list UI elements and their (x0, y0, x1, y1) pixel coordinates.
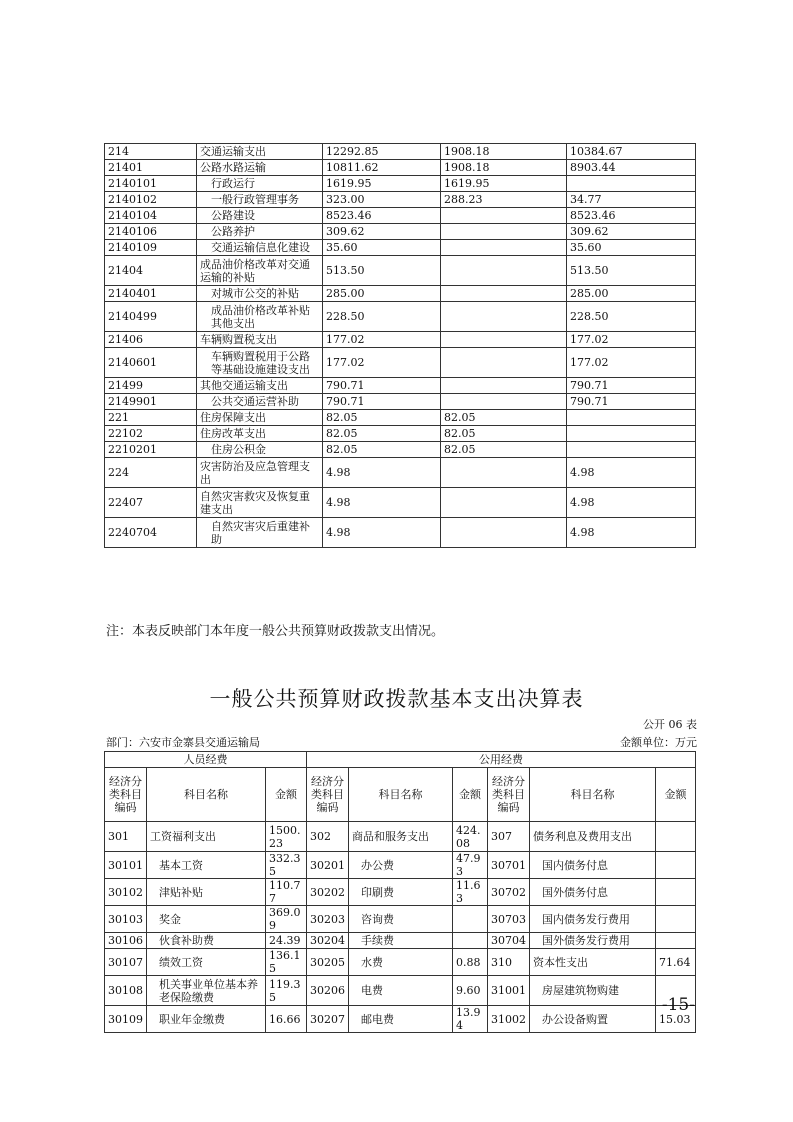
name-cell: 车辆购置税用于公路等基础设施建设支出 (197, 348, 323, 378)
amount-project-cell: 4.98 (567, 458, 696, 488)
amount-total-cell: 1619.95 (323, 176, 441, 192)
name-cell: 职业年金缴费 (147, 1006, 266, 1033)
code-cell: 30201 (307, 852, 349, 879)
name-cell: 债务利息及费用支出 (530, 822, 656, 852)
amount-total-cell: 82.05 (323, 426, 441, 442)
name-cell: 国外债务发行费用 (530, 933, 656, 949)
name-cell: 印刷费 (349, 879, 453, 906)
code-cell: 30203 (307, 906, 349, 933)
amount-cell: 1500.23 (266, 822, 307, 852)
amount-cell: 15.03 (656, 1006, 696, 1033)
table-row (105, 224, 696, 240)
amount-total-cell: 790.71 (323, 394, 441, 410)
amount-basic-cell: 1908.18 (441, 144, 567, 160)
amount-basic-cell: 1619.95 (441, 176, 567, 192)
amount-project-cell (567, 442, 696, 458)
table-row (105, 976, 696, 1006)
header-name: 科目名称 (349, 768, 453, 822)
amount-project-cell (567, 410, 696, 426)
name-cell: 手续费 (349, 933, 453, 949)
amount-cell: 71.64 (656, 949, 696, 976)
code-cell: 21499 (105, 378, 197, 394)
code-cell: 30206 (307, 976, 349, 1006)
code-cell: 30204 (307, 933, 349, 949)
name-cell: 对城市公交的补贴 (197, 286, 323, 302)
amount-total-cell: 82.05 (323, 410, 441, 426)
table-row (105, 488, 696, 518)
amount-basic-cell (441, 332, 567, 348)
amount-project-cell: 177.02 (567, 348, 696, 378)
name-cell: 公路水路运输 (197, 160, 323, 176)
group-header-public: 公用经费 (307, 752, 696, 768)
code-cell: 31001 (488, 976, 530, 1006)
amount-project-cell (567, 426, 696, 442)
amount-basic-cell (441, 348, 567, 378)
amount-project-cell: 790.71 (567, 378, 696, 394)
code-cell: 307 (488, 822, 530, 852)
amount-basic-cell (441, 286, 567, 302)
name-cell: 国内债务付息 (530, 852, 656, 879)
amount-basic-cell (441, 394, 567, 410)
code-cell: 214 (105, 144, 197, 160)
amount-basic-cell (441, 488, 567, 518)
name-cell: 基本工资 (147, 852, 266, 879)
amount-project-cell: 34.77 (567, 192, 696, 208)
name-cell: 办公设备购置 (530, 1006, 656, 1033)
amount-cell (656, 906, 696, 933)
name-cell: 其他交通运输支出 (197, 378, 323, 394)
amount-cell (453, 933, 488, 949)
table-row (105, 286, 696, 302)
amount-total-cell: 8523.46 (323, 208, 441, 224)
amount-basic-cell (441, 224, 567, 240)
amount-project-cell: 10384.67 (567, 144, 696, 160)
name-cell: 成品油价格改革对交通运输的补贴 (197, 256, 323, 286)
amount-basic-cell: 82.05 (441, 442, 567, 458)
amount-cell: 110.77 (266, 879, 307, 906)
amount-total-cell: 82.05 (323, 442, 441, 458)
amount-cell (656, 879, 696, 906)
amount-project-cell: 513.50 (567, 256, 696, 286)
name-cell: 交通运输支出 (197, 144, 323, 160)
table-row (105, 879, 696, 906)
table-row (105, 192, 696, 208)
amount-basic-cell (441, 208, 567, 224)
amount-basic-cell: 288.23 (441, 192, 567, 208)
name-cell: 咨询费 (349, 906, 453, 933)
amount-total-cell: 177.02 (323, 348, 441, 378)
name-cell: 自然灾害救灾及恢复重建支出 (197, 488, 323, 518)
code-cell: 2140102 (105, 192, 197, 208)
table-number: 公开 06 表 (643, 718, 697, 731)
amount-project-cell: 285.00 (567, 286, 696, 302)
table-row (105, 410, 696, 426)
name-cell: 公路建设 (197, 208, 323, 224)
amount-total-cell: 35.60 (323, 240, 441, 256)
amount-project-cell: 4.98 (567, 488, 696, 518)
code-cell: 2140104 (105, 208, 197, 224)
code-cell: 21406 (105, 332, 197, 348)
code-cell: 30103 (105, 906, 147, 933)
amount-total-cell: 513.50 (323, 256, 441, 286)
amount-total-cell: 4.98 (323, 488, 441, 518)
code-cell: 2140401 (105, 286, 197, 302)
amount-project-cell (567, 176, 696, 192)
table-row (105, 160, 696, 176)
amount-cell: 369.09 (266, 906, 307, 933)
table-row (105, 332, 696, 348)
name-cell: 国外债务付息 (530, 879, 656, 906)
code-cell: 30101 (105, 852, 147, 879)
name-cell: 公路养护 (197, 224, 323, 240)
name-cell: 成品油价格改革补贴其他支出 (197, 302, 323, 332)
amount-total-cell: 228.50 (323, 302, 441, 332)
code-cell: 30205 (307, 949, 349, 976)
name-cell: 公共交通运营补助 (197, 394, 323, 410)
amount-total-cell: 4.98 (323, 518, 441, 548)
code-cell: 30109 (105, 1006, 147, 1033)
amount-cell: 16.66 (266, 1006, 307, 1033)
name-cell: 一般行政管理事务 (197, 192, 323, 208)
table-row (105, 852, 696, 879)
basic-expenditure-table (104, 751, 696, 1033)
code-cell: 31002 (488, 1006, 530, 1033)
code-cell: 30207 (307, 1006, 349, 1033)
name-cell: 住房保障支出 (197, 410, 323, 426)
code-cell: 224 (105, 458, 197, 488)
amount-cell: 424.08 (453, 822, 488, 852)
amount-total-cell: 4.98 (323, 458, 441, 488)
amount-basic-cell (441, 240, 567, 256)
header-code: 经济分类科目编码 (307, 768, 349, 822)
code-cell: 2140499 (105, 302, 197, 332)
amount-project-cell: 177.02 (567, 332, 696, 348)
table-row (105, 208, 696, 224)
code-cell: 2140101 (105, 176, 197, 192)
header-code: 经济分类科目编码 (105, 768, 147, 822)
amount-cell (656, 822, 696, 852)
table-row (105, 348, 696, 378)
name-cell: 水费 (349, 949, 453, 976)
name-cell: 绩效工资 (147, 949, 266, 976)
group-header-personnel: 人员经费 (105, 752, 307, 768)
code-cell: 22407 (105, 488, 197, 518)
amount-project-cell: 8523.46 (567, 208, 696, 224)
name-cell: 商品和服务支出 (349, 822, 453, 852)
name-cell: 津贴补贴 (147, 879, 266, 906)
amount-total-cell: 309.62 (323, 224, 441, 240)
amount-basic-cell (441, 256, 567, 286)
amount-cell: 136.15 (266, 949, 307, 976)
amount-cell (453, 906, 488, 933)
page-number: -15- (661, 995, 695, 1015)
code-cell: 2210201 (105, 442, 197, 458)
amount-basic-cell (441, 458, 567, 488)
table-row (105, 144, 696, 160)
amount-total-cell: 10811.62 (323, 160, 441, 176)
code-cell: 30703 (488, 906, 530, 933)
code-cell: 30701 (488, 852, 530, 879)
amount-cell (656, 933, 696, 949)
amount-project-cell: 228.50 (567, 302, 696, 332)
table-row (105, 176, 696, 192)
header-name: 科目名称 (530, 768, 656, 822)
expenditure-table (104, 143, 696, 548)
name-cell: 自然灾害灾后重建补助 (197, 518, 323, 548)
code-cell: 30107 (105, 949, 147, 976)
name-cell: 房屋建筑物购建 (530, 976, 656, 1006)
table-row (105, 426, 696, 442)
table-row (105, 949, 696, 976)
code-cell: 30202 (307, 879, 349, 906)
amount-project-cell: 8903.44 (567, 160, 696, 176)
department-label: 部门：六安市金寨县交通运输局 (106, 736, 260, 749)
amount-project-cell: 790.71 (567, 394, 696, 410)
header-amount: 金额 (656, 768, 696, 822)
table-row (105, 458, 696, 488)
table-row (105, 933, 696, 949)
amount-project-cell: 309.62 (567, 224, 696, 240)
amount-basic-cell (441, 378, 567, 394)
table-row (105, 256, 696, 286)
name-cell: 住房改革支出 (197, 426, 323, 442)
amount-cell: 0.88 (453, 949, 488, 976)
code-cell: 21401 (105, 160, 197, 176)
amount-basic-cell (441, 302, 567, 332)
name-cell: 奖金 (147, 906, 266, 933)
name-cell: 办公费 (349, 852, 453, 879)
name-cell: 资本性支出 (530, 949, 656, 976)
code-cell: 221 (105, 410, 197, 426)
name-cell: 邮电费 (349, 1006, 453, 1033)
amount-basic-cell (441, 518, 567, 548)
unit-label: 金额单位：万元 (620, 736, 697, 749)
table-row (105, 822, 696, 852)
amount-cell: 24.39 (266, 933, 307, 949)
code-cell: 2140601 (105, 348, 197, 378)
code-cell: 22102 (105, 426, 197, 442)
page-title: 一般公共预算财政拨款基本支出决算表 (209, 687, 584, 711)
table-row (105, 1006, 696, 1033)
name-cell: 行政运行 (197, 176, 323, 192)
amount-total-cell: 285.00 (323, 286, 441, 302)
amount-basic-cell: 82.05 (441, 426, 567, 442)
amount-cell: 47.93 (453, 852, 488, 879)
amount-cell: 119.35 (266, 976, 307, 1006)
name-cell: 电费 (349, 976, 453, 1006)
code-cell: 301 (105, 822, 147, 852)
amount-cell: 11.63 (453, 879, 488, 906)
code-cell: 30702 (488, 879, 530, 906)
name-cell: 工资福利支出 (147, 822, 266, 852)
name-cell: 机关事业单位基本养老保险缴费 (147, 976, 266, 1006)
amount-total-cell: 12292.85 (323, 144, 441, 160)
header-code: 经济分类科目编码 (488, 768, 530, 822)
code-cell: 30704 (488, 933, 530, 949)
name-cell: 住房公积金 (197, 442, 323, 458)
name-cell: 交通运输信息化建设 (197, 240, 323, 256)
code-cell: 2140109 (105, 240, 197, 256)
name-cell: 灾害防治及应急管理支出 (197, 458, 323, 488)
code-cell: 30106 (105, 933, 147, 949)
code-cell: 30108 (105, 976, 147, 1006)
name-cell: 国内债务发行费用 (530, 906, 656, 933)
amount-project-cell: 4.98 (567, 518, 696, 548)
amount-cell: 332.35 (266, 852, 307, 879)
code-cell: 310 (488, 949, 530, 976)
header-name: 科目名称 (147, 768, 266, 822)
amount-cell: 9.60 (453, 976, 488, 1006)
table-row (105, 442, 696, 458)
header-amount: 金额 (266, 768, 307, 822)
header-amount: 金额 (453, 768, 488, 822)
table-row (105, 394, 696, 410)
table-row (105, 240, 696, 256)
amount-project-cell: 35.60 (567, 240, 696, 256)
code-cell: 2240704 (105, 518, 197, 548)
name-cell: 车辆购置税支出 (197, 332, 323, 348)
table-row (105, 518, 696, 548)
table-row (105, 378, 696, 394)
code-cell: 30102 (105, 879, 147, 906)
code-cell: 21404 (105, 256, 197, 286)
amount-basic-cell: 82.05 (441, 410, 567, 426)
amount-cell (656, 852, 696, 879)
table-note: 注：本表反映部门本年度一般公共预算财政拨款支出情况。 (106, 624, 445, 639)
code-cell: 302 (307, 822, 349, 852)
code-cell: 2140106 (105, 224, 197, 240)
table-row (105, 906, 696, 933)
amount-total-cell: 323.00 (323, 192, 441, 208)
name-cell: 伙食补助费 (147, 933, 266, 949)
amount-total-cell: 790.71 (323, 378, 441, 394)
amount-total-cell: 177.02 (323, 332, 441, 348)
amount-basic-cell: 1908.18 (441, 160, 567, 176)
code-cell: 2149901 (105, 394, 197, 410)
amount-cell: 13.94 (453, 1006, 488, 1033)
table-row (105, 302, 696, 332)
